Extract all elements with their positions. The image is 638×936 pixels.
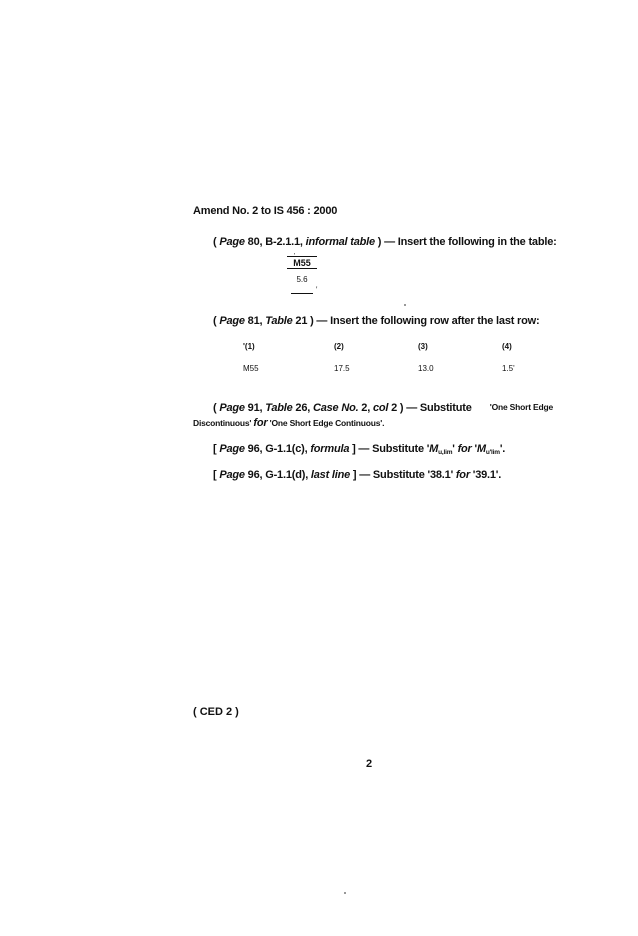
committee-reference: ( CED 2 ) bbox=[193, 706, 239, 718]
amendment-4-new-subscript: u,lim bbox=[438, 449, 453, 456]
amendment-5-ref-italic: last line bbox=[310, 469, 351, 481]
row-table-col-2: (2) bbox=[334, 342, 344, 351]
amendment-1-ref: 80, B-2.1.1, bbox=[244, 236, 306, 248]
amendment-3-ref-3: 2, bbox=[358, 402, 373, 414]
row-table-col-4: (4) bbox=[502, 342, 512, 351]
amendment-1-lead: ( bbox=[213, 236, 220, 248]
amendment-3-ref-italic-3: col bbox=[372, 402, 389, 414]
amendment-3-old-text: 'One Short Edge Continuous'. bbox=[269, 418, 385, 428]
amendment-5-lead: [ bbox=[213, 469, 220, 481]
amendment-4-text bbox=[213, 443, 505, 456]
amendment-3-instruction: 2 ) — Substitute bbox=[388, 402, 472, 414]
amendment-3-text bbox=[213, 402, 553, 414]
informal-table-head: M55 bbox=[287, 256, 317, 269]
amendment-2-instruction: 21 ) — Insert the following row after the last row: bbox=[292, 315, 540, 327]
mark-tick: ' bbox=[316, 285, 318, 294]
row-table-cell: 1.5' bbox=[502, 364, 515, 373]
amendment-header: Amend No. 2 to IS 456 : 2000 bbox=[193, 205, 338, 217]
amendment-2-ref: 81, bbox=[244, 315, 266, 327]
amendment-3-for: for bbox=[253, 417, 268, 429]
amendment-5-text bbox=[213, 469, 501, 481]
amendment-4-old-open: ' bbox=[471, 443, 477, 455]
amendment-3-ref-italic-2: Case No. bbox=[312, 402, 359, 414]
amendment-5-old: '39.1'. bbox=[469, 469, 502, 481]
amendment-5-instruction: ] — Substitute '38.1' bbox=[350, 469, 456, 481]
amendment-1-instruction: ) — Insert the following in the table: bbox=[374, 236, 557, 248]
amendment-4-lead: [ bbox=[213, 443, 220, 455]
amendment-3-page-label: Page bbox=[219, 402, 245, 414]
amendment-1-ref-italic: informal table bbox=[305, 236, 375, 248]
amendment-3-ref-2: 26, bbox=[292, 402, 313, 414]
mark-tick: ' bbox=[294, 252, 296, 260]
amendment-4-old-subscript: u'lim bbox=[485, 449, 500, 456]
informal-table-rule bbox=[291, 293, 313, 294]
row-table-cell: 17.5 bbox=[334, 364, 350, 373]
amendment-4-for: for bbox=[457, 443, 472, 455]
row-table-col-3: (3) bbox=[418, 342, 428, 351]
amendment-4-page-label: Page bbox=[219, 443, 245, 455]
amendment-4-old-symbol: M bbox=[476, 443, 486, 455]
informal-table-value: 5.6 bbox=[296, 275, 308, 284]
amendment-4-instruction: ] — Substitute ' bbox=[349, 443, 430, 455]
scan-speck bbox=[404, 304, 406, 306]
amendment-3-continuation bbox=[193, 417, 384, 429]
informal-table-insert bbox=[287, 256, 317, 294]
amendment-5-ref: 96, G-1.1(d), bbox=[244, 469, 311, 481]
page-number: 2 bbox=[366, 758, 373, 770]
row-table-cell: M55 bbox=[243, 364, 259, 373]
amendment-4-ref: 96, G-1.1(c), bbox=[244, 443, 311, 455]
amendment-1-page-label: Page bbox=[219, 236, 245, 248]
amendment-3-new-text-b: Discontinuous' bbox=[193, 418, 252, 428]
amendment-4-ref-italic: formula bbox=[310, 443, 350, 455]
amendment-3-ref: 91, bbox=[244, 402, 266, 414]
amendment-3-ref-italic-1: Table bbox=[265, 402, 293, 414]
amendment-2-ref-italic: Table bbox=[265, 315, 293, 327]
amendment-4-new-symbol: M bbox=[429, 443, 439, 455]
amendment-4-end: '. bbox=[499, 443, 506, 455]
amendment-2-text bbox=[213, 315, 539, 327]
row-table-cell: 13.0 bbox=[418, 364, 434, 373]
amendment-3-new-text-a: 'One Short Edge bbox=[489, 402, 553, 412]
row-table-col-1: '(1) bbox=[243, 342, 255, 351]
amendment-1-text bbox=[213, 236, 557, 248]
amendment-2-page-label: Page bbox=[219, 315, 245, 327]
scan-speck bbox=[344, 892, 346, 894]
amendment-4-mid: ' bbox=[452, 443, 458, 455]
amendment-3-lead: ( bbox=[213, 402, 220, 414]
amendment-2-lead: ( bbox=[213, 315, 220, 327]
amendment-5-for: for bbox=[455, 469, 470, 481]
amendment-5-page-label: Page bbox=[219, 469, 245, 481]
